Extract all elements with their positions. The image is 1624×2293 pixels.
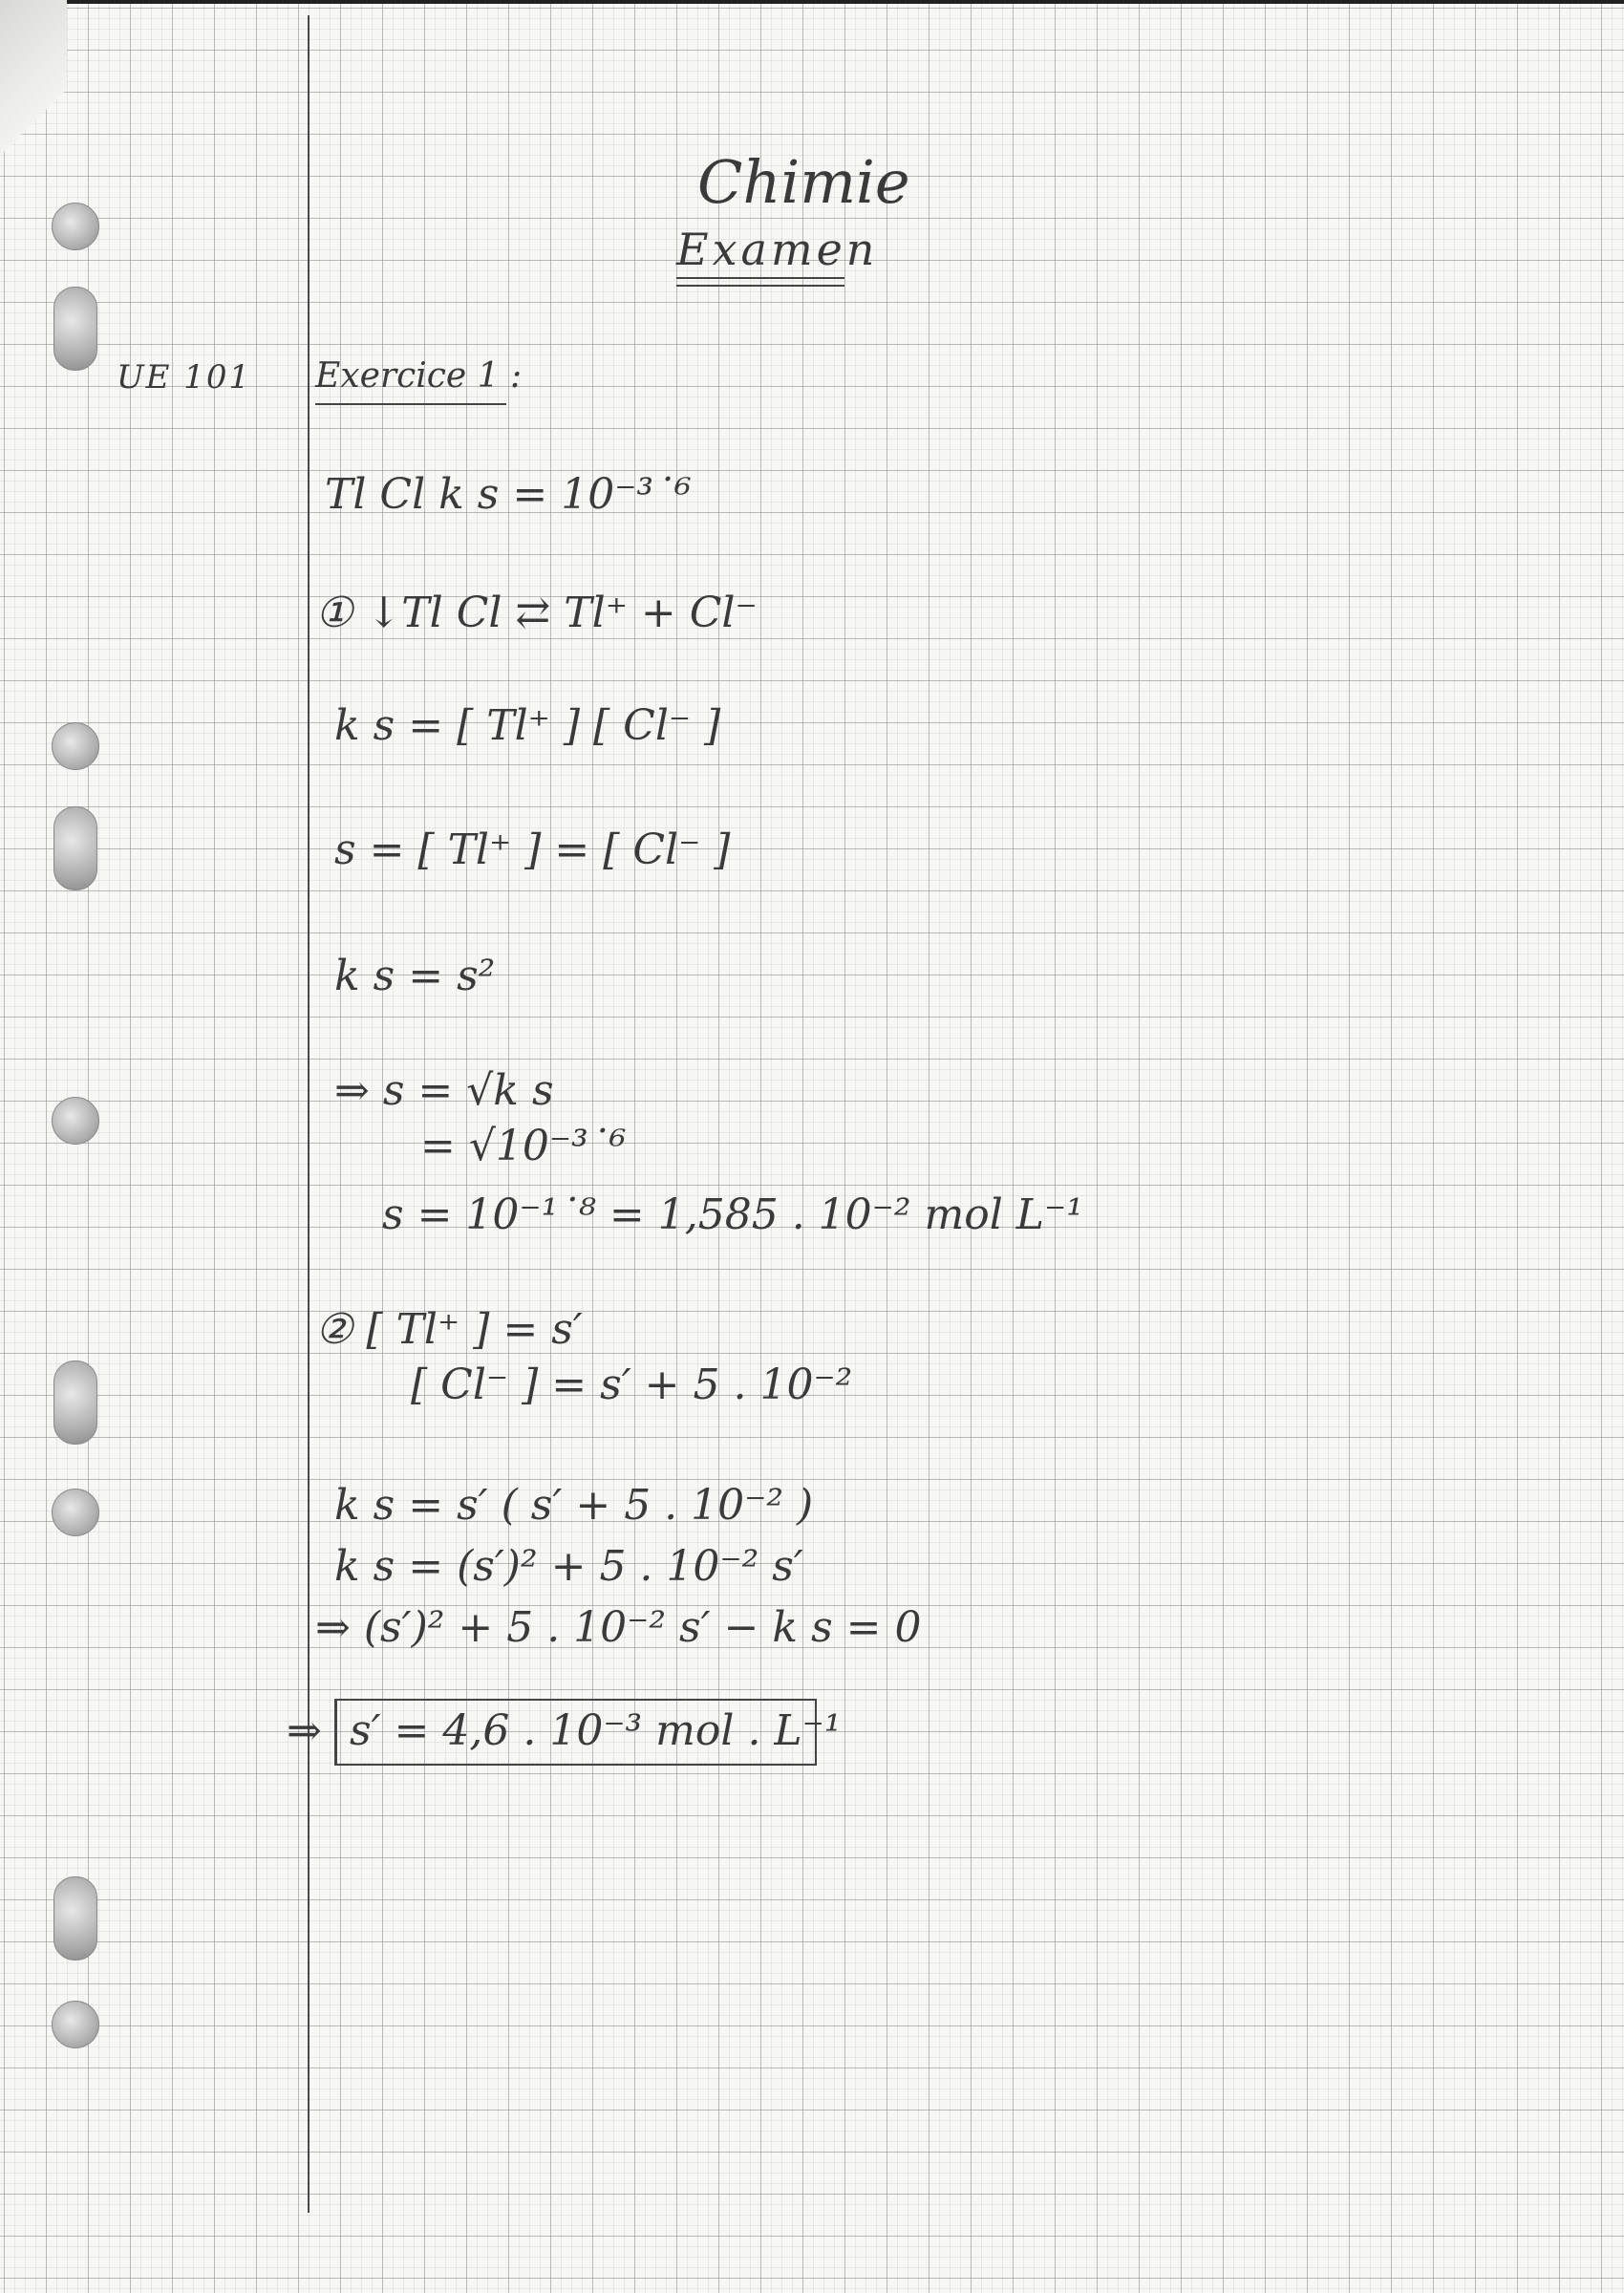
binder-hole — [53, 287, 97, 371]
final-answer: s′ = 4,6 . 10⁻³ mol . L⁻¹ — [350, 1706, 842, 1755]
binder-hole — [53, 1361, 97, 1445]
page-top-edge — [0, 0, 1624, 4]
equation-line: k s = s² — [334, 952, 496, 1000]
margin-line — [308, 15, 310, 2213]
equation-line: k s = (s′)² + 5 . 10⁻² s′ — [334, 1542, 803, 1591]
equation-line: k s = s′ ( s′ + 5 . 10⁻² ) — [334, 1481, 814, 1530]
folded-corner — [0, 0, 67, 191]
exercise-title: Exercice 1 : — [315, 356, 523, 396]
binder-hole — [52, 722, 99, 770]
binder-hole — [52, 1097, 99, 1145]
exercise-underline — [315, 403, 506, 405]
equation-line: = √10⁻³˙⁶ — [420, 1122, 627, 1170]
equation-line: ② [ Tl⁺ ] = s′ — [315, 1305, 583, 1354]
equation-line: ⇒ (s′)² + 5 . 10⁻² s′ − k s = 0 — [315, 1603, 922, 1652]
equation-line: ① ↓Tl Cl ⇄ Tl⁺ + Cl⁻ — [315, 589, 758, 637]
subtitle-underline — [676, 277, 844, 279]
equation-line: ⇒ s = √k s — [334, 1066, 554, 1115]
equation-line: [ Cl⁻ ] = s′ + 5 . 10⁻² — [411, 1361, 853, 1409]
binder-hole — [53, 806, 97, 890]
page-title: Chimie — [697, 147, 910, 217]
subtitle-underline — [676, 285, 844, 287]
page-subtitle: Examen — [676, 224, 879, 275]
binder-hole — [52, 203, 99, 250]
equation-line: k s = [ Tl⁺ ] [ Cl⁻ ] — [334, 701, 721, 750]
course-code: UE 101 — [117, 358, 252, 396]
binder-hole — [52, 2001, 99, 2048]
equation-line: s = [ Tl⁺ ] = [ Cl⁻ ] — [334, 825, 731, 874]
equation-line: Tl Cl k s = 10⁻³˙⁶ — [325, 470, 692, 519]
binder-hole — [52, 1489, 99, 1536]
implies-arrow: ⇒ — [287, 1706, 322, 1755]
equation-line: s = 10⁻¹˙⁸ = 1,585 . 10⁻² mol L⁻¹ — [382, 1190, 1083, 1239]
binder-hole — [53, 1876, 97, 1961]
